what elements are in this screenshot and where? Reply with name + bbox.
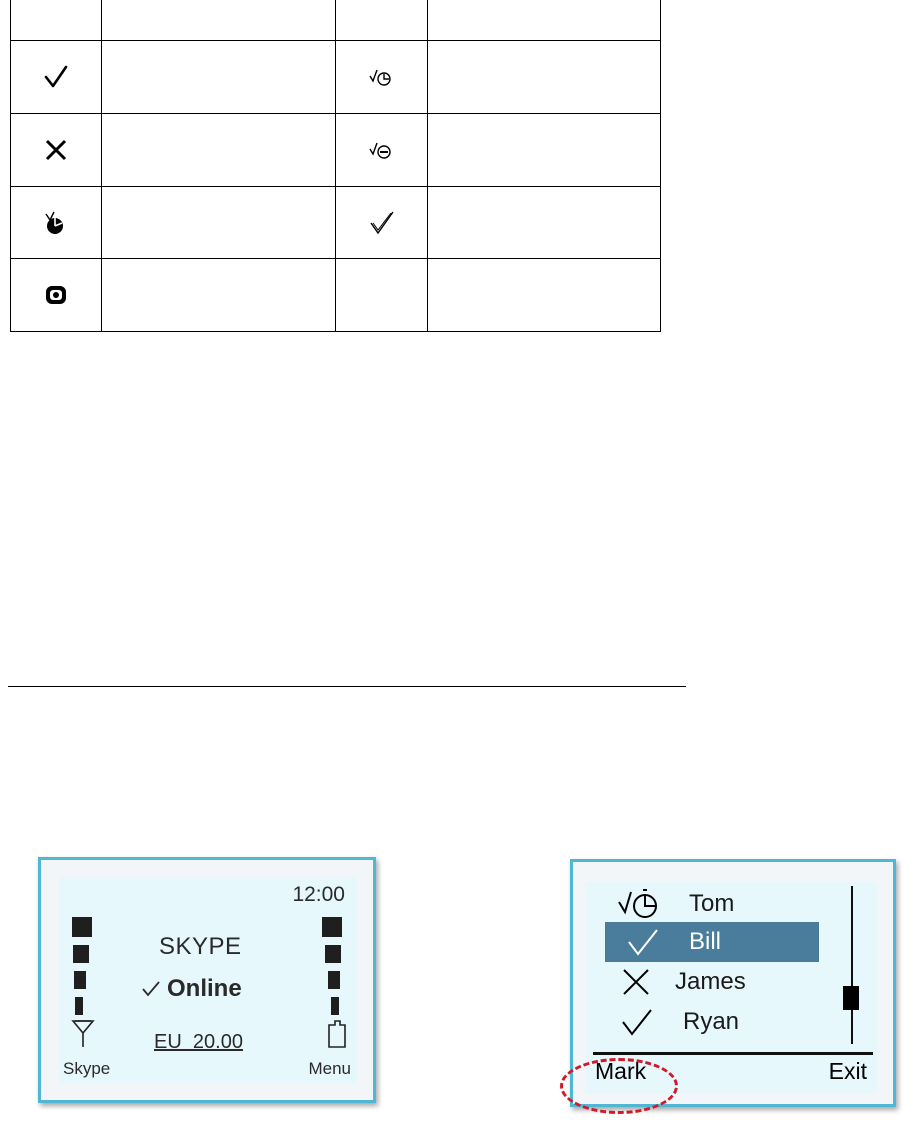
legend-header-cell [11,0,102,41]
offline-x-icon [44,138,68,162]
softkey-exit[interactable]: Exit [828,1058,867,1084]
clock-time: 12:00 [292,883,345,906]
battery-icon [327,1019,347,1049]
legend-icon-cell [336,41,428,114]
softkey-skype[interactable]: Skype [63,1059,111,1078]
app-title: SKYPE [159,933,242,960]
legend-row [11,259,661,332]
online-check-icon [621,1008,653,1036]
legend-desc-cell [428,41,661,114]
legend-header-cell [428,0,661,41]
horizontal-rule [8,686,686,687]
contact-name: James [675,968,746,995]
skype-phone-icon [44,284,68,306]
check-icon [141,980,161,998]
legend-header-cell [102,0,336,41]
legend-icon-cell [11,114,102,187]
online-check-icon [43,65,69,89]
contact-name: Bill [689,928,722,955]
highlight-ring [560,1058,678,1114]
legend-desc-cell [102,114,336,187]
contact-item-bill[interactable] [605,922,819,962]
away-clock-icon [369,66,395,88]
legend-icon-cell [336,259,428,332]
lcd-idle-display [59,877,357,1084]
icon-legend-table [10,0,661,332]
legend-icon-cell [11,259,102,332]
legend-icon-cell [336,114,428,187]
legend-icon-cell [11,186,102,259]
offline-x-icon [621,967,651,997]
legend-row [11,114,661,187]
credit-balance: EU 20.00 [154,1031,243,1053]
legend-desc-cell [102,186,336,259]
not-available-icon [44,210,68,236]
legend-header-cell [336,0,428,41]
contact-name: Tom [689,890,735,917]
softkey-menu[interactable]: Menu [308,1059,351,1078]
contact-name: Ryan [683,1008,740,1035]
legend-row [11,186,661,259]
scrollbar-thumb[interactable] [843,986,859,1010]
status-line [141,975,242,1003]
away-clock-icon [617,886,665,922]
scrollbar-track[interactable] [851,886,853,1044]
legend-icon-cell [11,41,102,114]
lcd-idle-screen [38,857,376,1103]
legend-header-row [11,0,661,41]
legend-icon-cell [336,186,428,259]
skype-me-check-icon [369,210,395,236]
status-text: Online [167,975,242,1002]
softkey-divider [593,1052,873,1055]
softkey-mark[interactable]: Mark [595,1058,647,1084]
legend-desc-cell [102,41,336,114]
legend-desc-cell [428,259,661,332]
online-check-icon [627,928,659,956]
legend-desc-cell [102,259,336,332]
legend-desc-cell [428,114,661,187]
legend-row [11,41,661,114]
legend-desc-cell [428,186,661,259]
do-not-disturb-icon [369,139,395,161]
antenna-icon [71,1019,95,1049]
